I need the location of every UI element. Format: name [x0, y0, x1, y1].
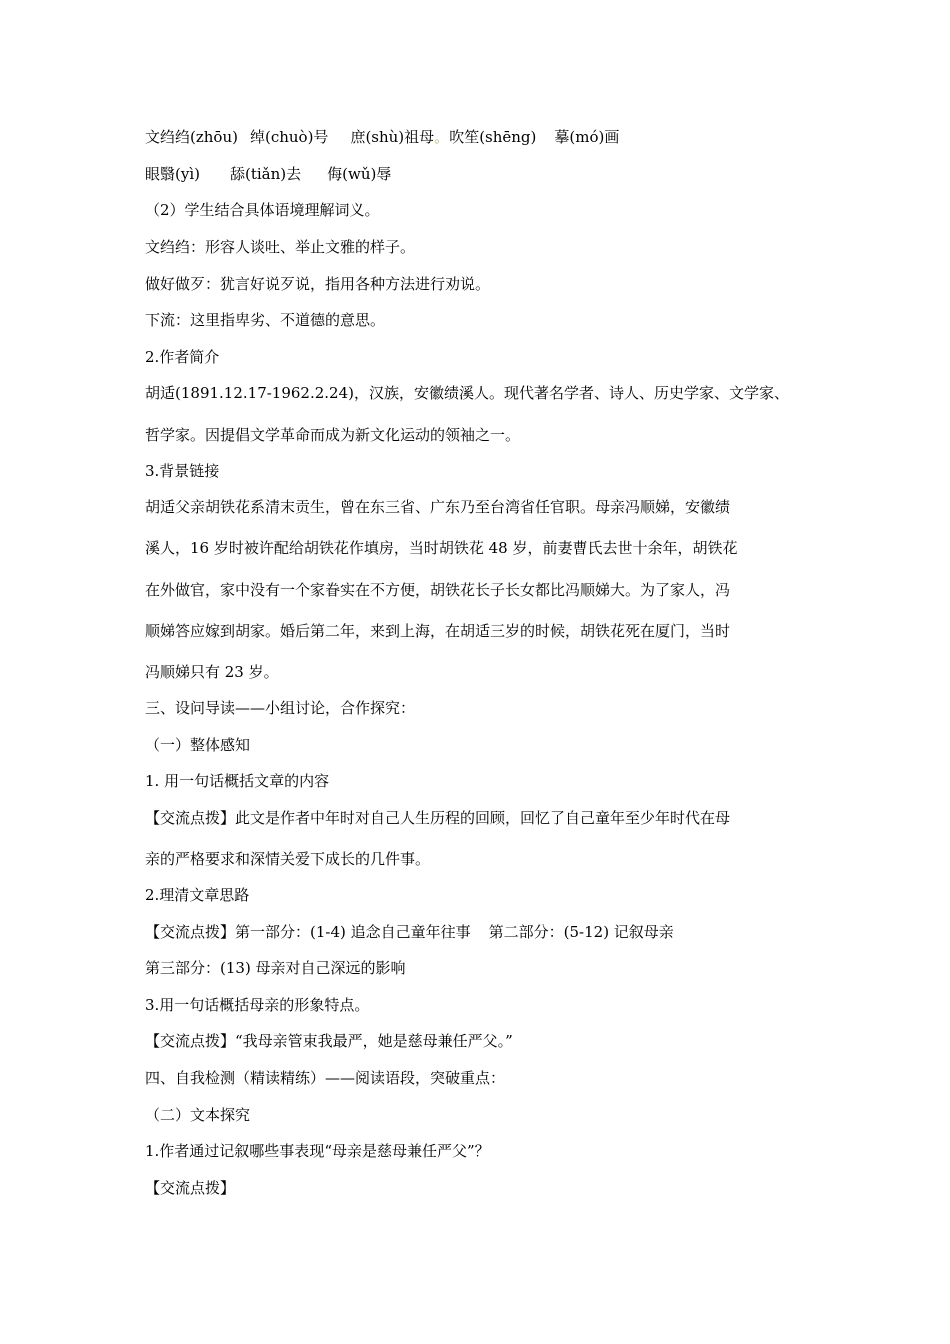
vocab-item: 绰(chuò)号	[249, 128, 329, 146]
answer-part: 第二部分：(5-12) 记叙母亲	[488, 923, 674, 941]
punctuation-mark: 。	[434, 128, 450, 146]
definition-line: 做好做歹：犹言好说歹说，指用各种方法进行劝说。	[145, 275, 491, 293]
paragraph-line: 胡适父亲胡铁花系清末贡生，曾在东三省、广东乃至台湾省任官职。母亲冯顺娣，安徽绩	[145, 498, 731, 516]
section-heading: 四、自我检测（精读精练）——阅读语段，突破重点：	[145, 1069, 506, 1087]
answer-line	[145, 922, 674, 942]
paragraph-line: 哲学家。因提倡文学革命而成为新文化运动的领袖之一。	[145, 426, 521, 444]
answer-part: 【交流点拨】第一部分：(1-4) 追念自己童年往事	[145, 923, 471, 941]
paragraph-line: 冯顺娣只有 23 岁。	[145, 663, 279, 681]
answer-line: 【交流点拨】“我母亲管束我最严，她是慈母兼任严父。”	[145, 1032, 513, 1050]
paragraph-line: 顺娣答应嫁到胡家。婚后第二年，来到上海，在胡适三岁的时候，胡铁花死在厦门，当时	[145, 622, 731, 640]
section-heading: 3.背景链接	[145, 462, 220, 480]
pinyin-line-1	[145, 127, 619, 147]
vocab-item: 吹笙(shēng)	[449, 128, 537, 146]
paragraph-line: 溪人，16 岁时被许配给胡铁花作填房，当时胡铁花 48 岁，前妻曹氏去世十余年，胡铁花	[145, 539, 738, 557]
answer-line: 第三部分：(13) 母亲对自己深远的影响	[145, 959, 406, 977]
answer-line: 亲的严格要求和深情关爱下成长的几件事。	[145, 850, 431, 868]
section-heading: 2.作者简介	[145, 348, 220, 366]
vocab-item: 摹(mó)画	[554, 128, 620, 146]
subheading: （2）学生结合具体语境理解词义。	[145, 201, 380, 219]
answer-line: 【交流点拨】	[145, 1179, 236, 1197]
vocab-item: 侮(wǔ)辱	[327, 165, 392, 183]
question-line: 2.理清文章思路	[145, 886, 250, 904]
subheading: （一）整体感知	[145, 736, 251, 754]
subheading: （二）文本探究	[145, 1106, 251, 1124]
paragraph-line: 胡适(1891.12.17-1962.2.24)，汉族，安徽绩溪人。现代著名学者、诗人、历史学家、文学家、	[145, 384, 789, 402]
section-heading: 三、设问导读——小组讨论，合作探究：	[145, 699, 416, 717]
paragraph-line: 在外做官，家中没有一个家眷实在不方便，胡铁花长子长女都比冯顺娣大。为了家人，冯	[145, 581, 731, 599]
question-line: 3.用一句话概括母亲的形象特点。	[145, 996, 370, 1014]
definition-line: 下流：这里指卑劣、不道德的意思。	[145, 311, 386, 329]
question-line: 1.作者通过记叙哪些事表现“母亲是慈母兼任严父”？	[145, 1142, 490, 1160]
vocab-item: 文绉绉(zhōu)	[145, 128, 238, 146]
answer-line: 【交流点拨】此文是作者中年时对自己人生历程的回顾，回忆了自己童年至少年时代在母	[145, 809, 731, 827]
vocab-item: 庶(shù)祖母	[350, 128, 435, 146]
question-line: 1. 用一句话概括文章的内容	[145, 772, 330, 790]
definition-line: 文绉绉：形容人谈吐、举止文雅的样子。	[145, 238, 416, 256]
vocab-item: 眼翳(yì)	[145, 165, 200, 183]
pinyin-line-2	[145, 164, 391, 184]
vocab-item: 舔(tiǎn)去	[229, 165, 302, 183]
